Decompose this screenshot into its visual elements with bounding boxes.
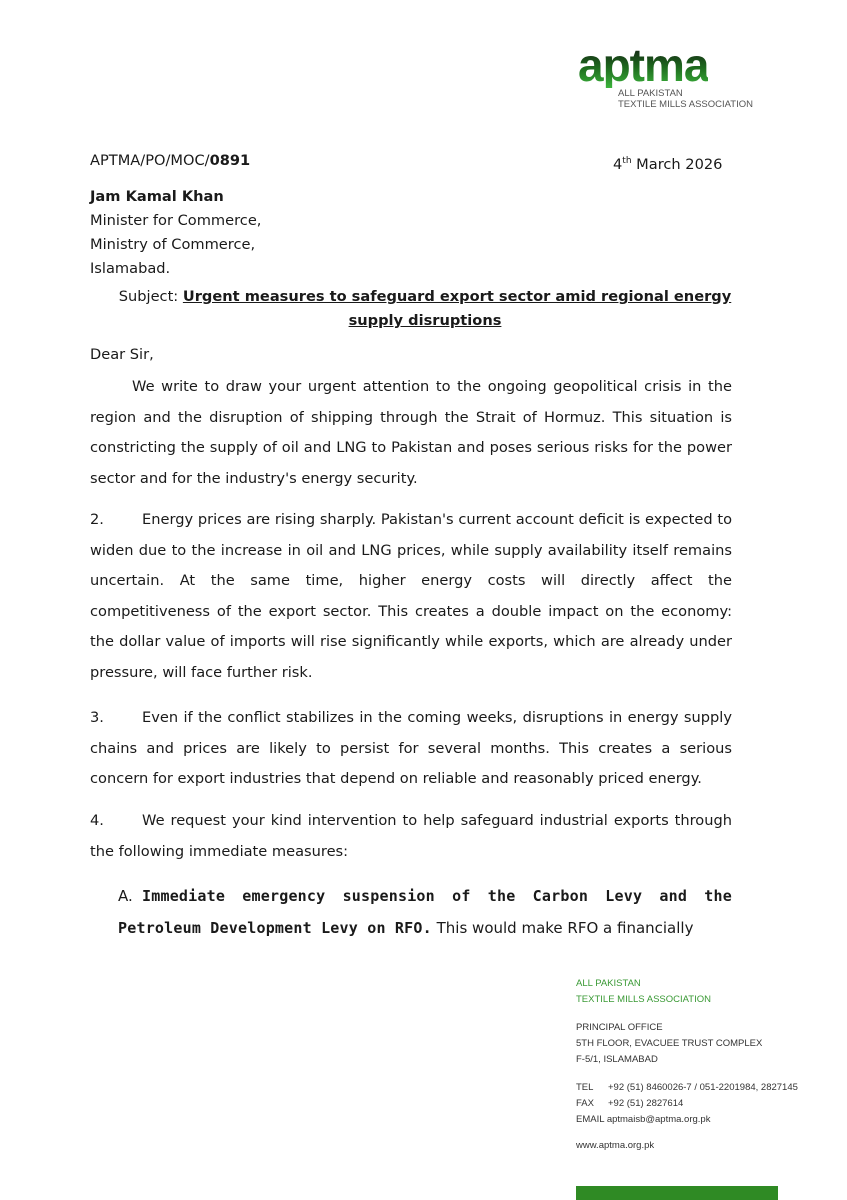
paragraph-number: 3. xyxy=(90,709,104,726)
salutation: Dear Sir, xyxy=(90,346,154,363)
subject-line-2: supply disruptions xyxy=(348,312,502,329)
date-suffix: th xyxy=(622,156,632,166)
paragraph-text: Energy prices are rising sharply. Pakistan's current account deficit is expected to widen due to the increase in oil and LNG prices, while supply availability itself remains uncertain. At the same time, higher energy costs will directly affect the competitiveness of the export sector. This creates a double impact on the economy: the dollar value of imports will rise significantly while exports, which are already under pressure, will face further risk. xyxy=(90,511,732,681)
tel-value: +92 (51) 8460026-7 / 051-2201984, 2827145 xyxy=(608,1082,798,1093)
footer-address xyxy=(576,976,798,1154)
fax-label: FAX xyxy=(576,1098,594,1109)
paragraph-1: We write to draw your urgent attention to the ongoing geopolitical crisis in the region and the disruption of shipping through the Strait of Hormuz. This situation is constricting the supply of oil and LNG to Pakistan and poses serious risks for the power sector and for the industry's energy security. xyxy=(90,378,732,487)
paragraph-3 xyxy=(90,703,732,795)
date-rest: March 2026 xyxy=(631,155,723,173)
measure-bold: Immediate emergency suspension of the Carbon Levy and the Petroleum Development Levy on RFO. xyxy=(118,887,732,937)
recipient-block xyxy=(90,185,261,281)
logo-subtitle xyxy=(618,88,753,110)
tel-label: TEL xyxy=(576,1082,594,1093)
recipient-name: Jam Kamal Khan xyxy=(90,188,224,205)
ref-prefix: APTMA/PO/MOC/ xyxy=(90,152,210,169)
measure-a xyxy=(118,880,732,944)
measure-text: This would make RFO a financially xyxy=(431,919,694,937)
website-link[interactable]: www.aptma.org.pk xyxy=(576,1140,655,1151)
paragraph-number: 4. xyxy=(90,812,104,829)
subject-line-1: Urgent measures to safeguard export sector amid regional energy xyxy=(182,288,732,305)
recipient-line: Islamabad. xyxy=(90,260,171,277)
paragraph-text: Even if the conflict stabilizes in the coming weeks, disruptions in energy supply chains and prices are likely to persist for several months. This creates a serious concern for export industries that depend on reliable and reasonably priced energy. xyxy=(90,709,732,787)
paragraph-2 xyxy=(90,505,732,688)
footer-org-1: ALL PAKISTAN xyxy=(576,978,641,989)
fax-value: +92 (51) 2827614 xyxy=(608,1098,684,1109)
paragraph-number: 2. xyxy=(90,511,104,528)
reference-number xyxy=(90,146,250,177)
recipient-line: Minister for Commerce, xyxy=(90,212,262,229)
ref-number: 0891 xyxy=(209,152,251,169)
aptma-logo: aptma xyxy=(578,39,709,91)
email-label: EMAIL xyxy=(576,1114,605,1125)
footer-org-2: TEXTILE MILLS ASSOCIATION xyxy=(576,994,711,1005)
paragraph-text: We request your kind intervention to help safeguard industrial exports through the following immediate measures: xyxy=(90,812,732,860)
subject-label: Subject: xyxy=(118,288,183,305)
subject xyxy=(100,285,750,333)
paragraph-4 xyxy=(90,806,732,867)
email-link[interactable]: aptmaisb@aptma.org.pk xyxy=(606,1114,711,1125)
letter-date xyxy=(613,146,722,180)
footer-office: F-5/1, ISLAMABAD xyxy=(576,1054,658,1065)
footer-green-bar xyxy=(576,1186,778,1200)
recipient-line: Ministry of Commerce, xyxy=(90,236,256,253)
logo-line-2: TEXTILE MILLS ASSOCIATION xyxy=(618,99,753,110)
footer-office: 5TH FLOOR, EVACUEE TRUST COMPLEX xyxy=(576,1038,763,1049)
date-day: 4 xyxy=(613,155,623,173)
measure-label: A. xyxy=(118,887,133,905)
footer-office: PRINCIPAL OFFICE xyxy=(576,1022,663,1033)
logo-line-1: ALL PAKISTAN xyxy=(618,88,683,99)
